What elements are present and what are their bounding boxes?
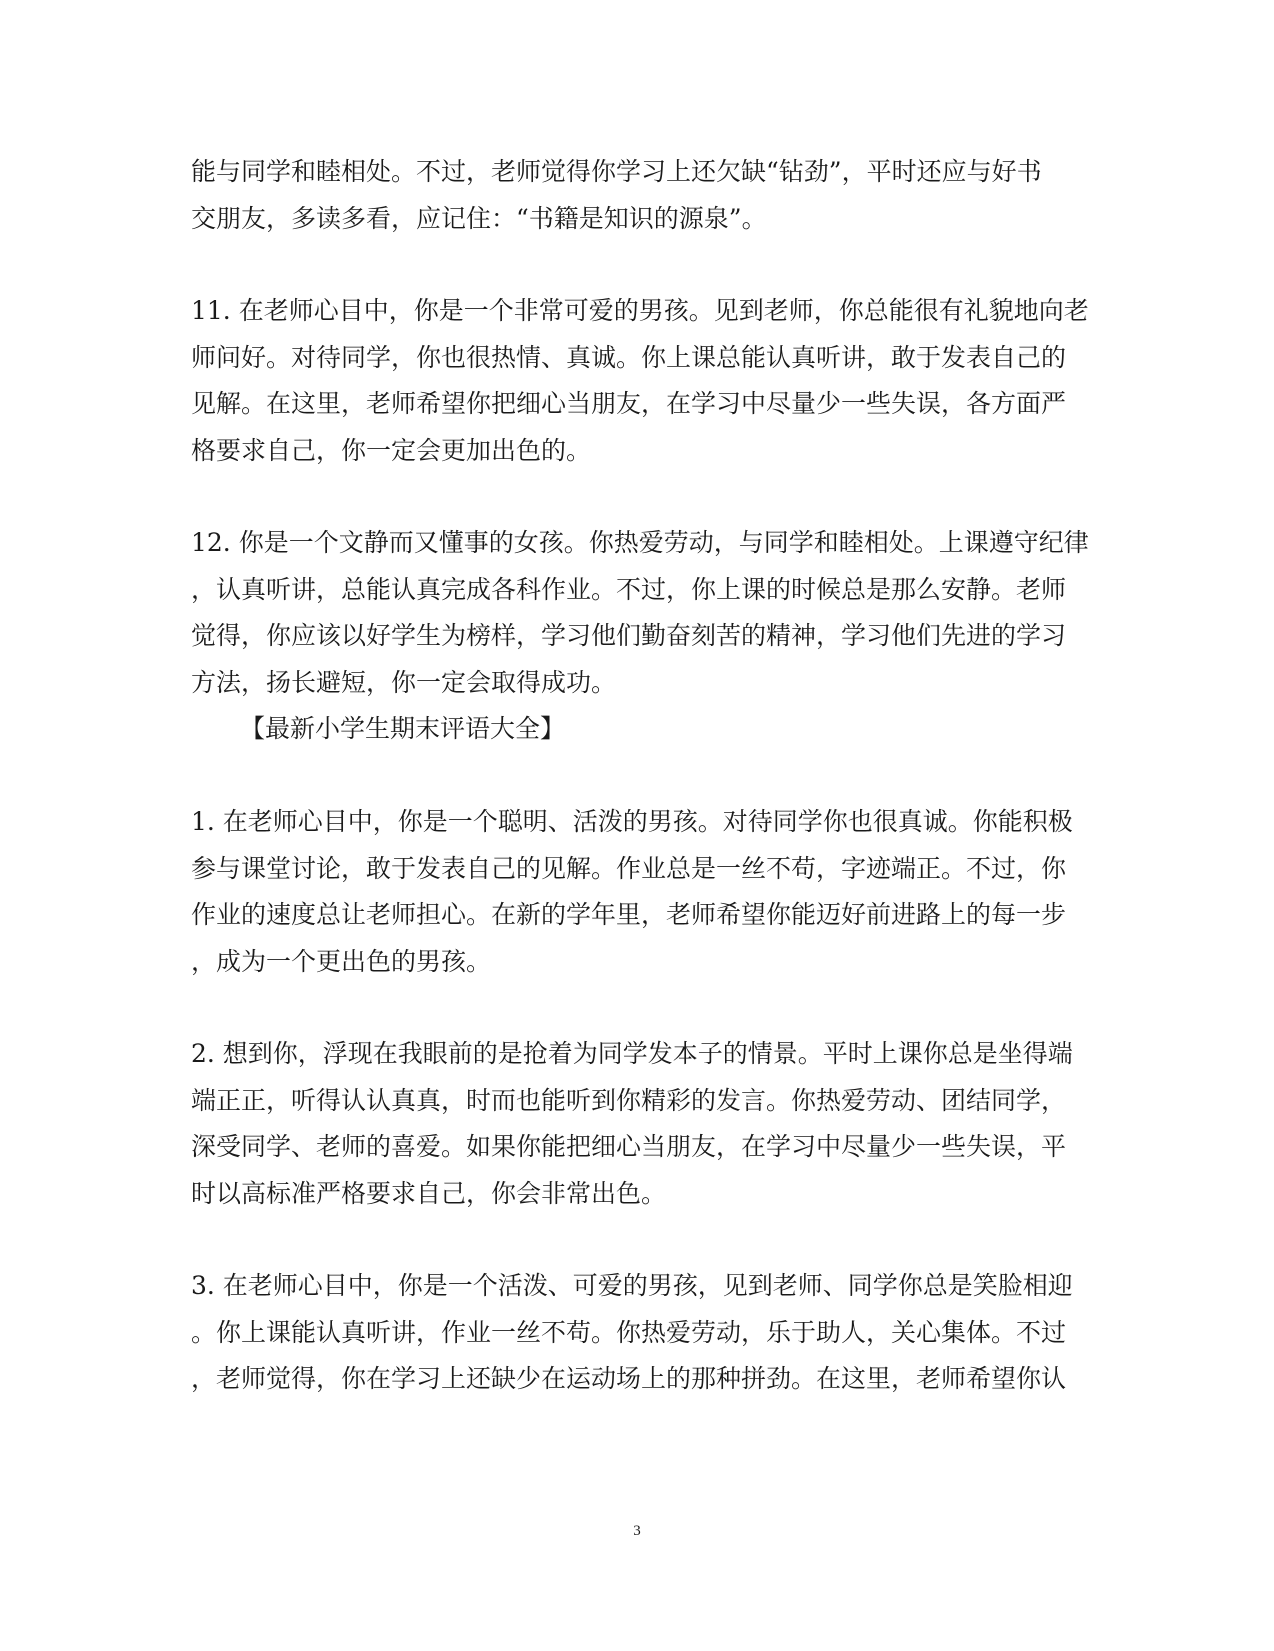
section-heading: 【最新小学生期末评语大全】 [240,714,566,743]
paragraph-line: 1. 在老师心目中，你是一个聪明、活泼的男孩。对待同学你也很真诚。你能积极 [191,807,1073,836]
paragraph-line: ，老师觉得，你在学习上还缺少在运动场上的那种拼劲。在这里，老师希望你认 [191,1364,1067,1393]
paragraph-line: 2. 想到你，浮现在我眼前的是抢着为同学发本子的情景。平时上课你总是坐得端 [191,1039,1073,1068]
paragraph-line: ，成为一个更出色的男孩。 [191,947,492,976]
paragraph-line: 作业的速度总让老师担心。在新的学年里，老师希望你能迈好前进路上的每一步 [191,900,1067,929]
paragraph-line: 。你上课能认真听讲，作业一丝不苟。你热爱劳动，乐于助人，关心集体。不过 [191,1318,1067,1347]
paragraph-line: 时以高标准严格要求自己，你会非常出色。 [191,1179,667,1208]
paragraph-line: 见解。在这里，老师希望你把细心当朋友，在学习中尽量少一些失误，各方面严 [191,389,1067,418]
paragraph-line: 觉得，你应该以好学生为榜样，学习他们勤奋刻苦的精神，学习他们先进的学习 [191,621,1067,650]
paragraph-line: 师问好。对待同学，你也很热情、真诚。你上课总能认真听讲，敢于发表自己的 [191,343,1067,372]
paragraph-line: ，认真听讲，总能认真完成各科作业。不过，你上课的时候总是那么安静。老师 [191,575,1067,604]
page-number: 3 [633,1523,641,1539]
paragraph-line: 深受同学、老师的喜爱。如果你能把细心当朋友，在学习中尽量少一些失误，平 [191,1132,1067,1161]
paragraph-line: 11. 在老师心目中，你是一个非常可爱的男孩。见到老师，你总能很有礼貌地向老 [191,296,1089,325]
paragraph-line: 端正正，听得认认真真，时而也能听到你精彩的发言。你热爱劳动、团结同学， [191,1086,1067,1115]
paragraph-line: 方法，扬长避短，你一定会取得成功。 [191,668,617,697]
paragraph-line: 能与同学和睦相处。不过，老师觉得你学习上还欠缺“钻劲”，平时还应与好书 [191,157,1042,186]
paragraph-line: 交朋友，多读多看，应记住：“书籍是知识的源泉”。 [191,204,767,233]
paragraph-line: 格要求自己，你一定会更加出色的。 [191,436,592,465]
paragraph-line: 3. 在老师心目中，你是一个活泼、可爱的男孩，见到老师、同学你总是笑脸相迎 [191,1271,1073,1300]
paragraph-line: 参与课堂讨论，敢于发表自己的见解。作业总是一丝不苟，字迹端正。不过，你 [191,854,1067,883]
paragraph-line: 12. 你是一个文静而又懂事的女孩。你热爱劳动，与同学和睦相处。上课遵守纪律 [191,528,1089,557]
